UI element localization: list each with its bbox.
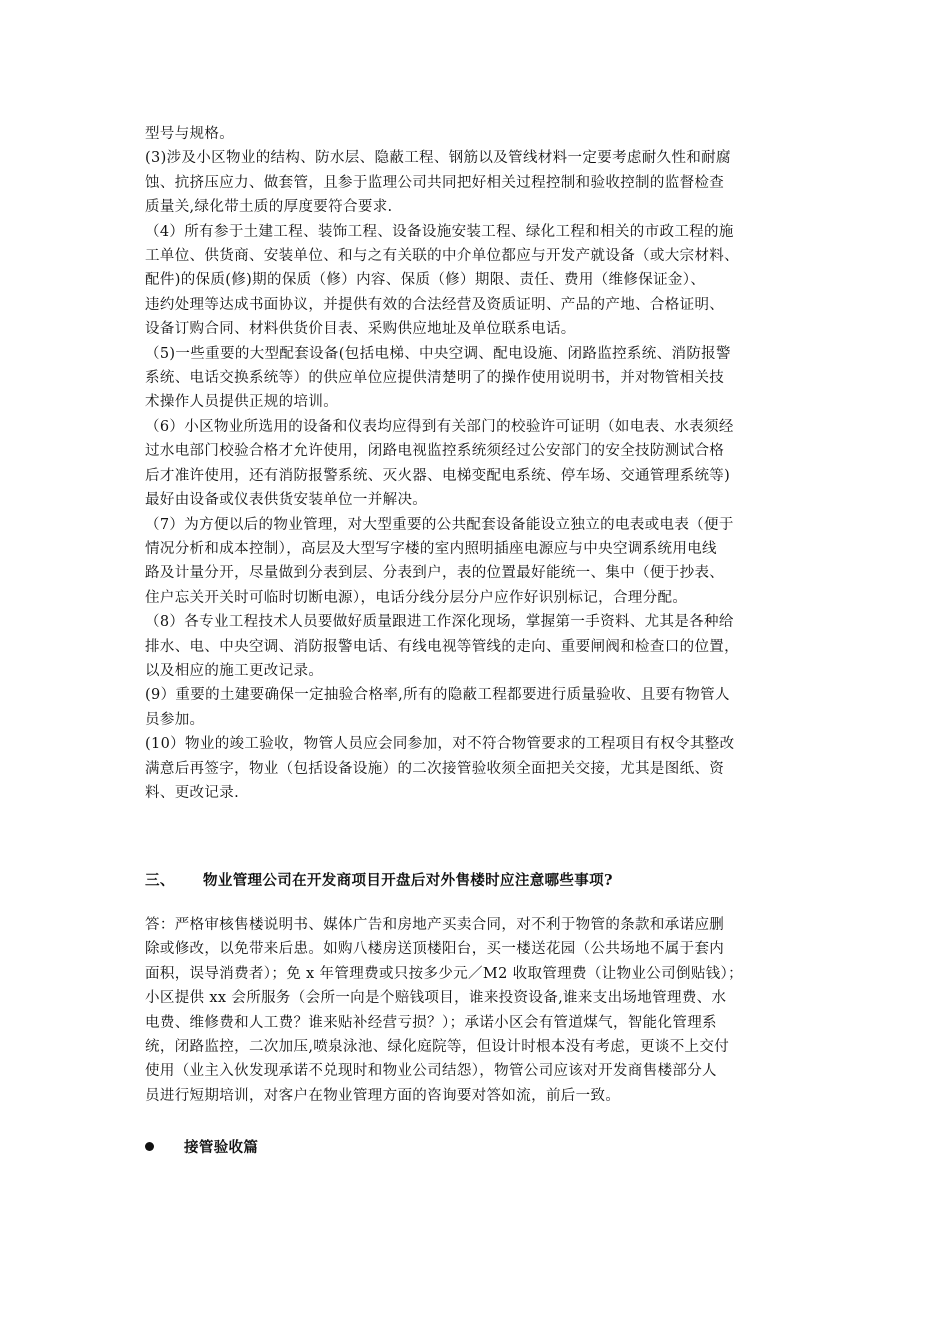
text-line: 员参加。 <box>145 711 205 728</box>
body-paragraph <box>145 415 815 513</box>
text-line: 型号与规格。 <box>145 126 235 142</box>
body-paragraph <box>145 220 815 342</box>
text-line: 料、更改记录. <box>145 784 240 801</box>
text-line: 统，闭路监控，二次加压,喷泉泳池、绿化庭院等，但设计时根本没有考虑，更谈不上交付 <box>145 1039 730 1056</box>
bullet-label: 接管验收篇 <box>184 1139 259 1156</box>
text-line: 路及计量分开，尽量做到分表到层、分表到户，表的位置最好能统一、集中（便于抄表、 <box>145 565 725 582</box>
section-number: 三、 <box>145 872 175 889</box>
body-paragraph <box>145 146 815 219</box>
text-line: 术操作人员提供正规的培训。 <box>145 394 339 411</box>
bullet-dot-icon <box>145 1142 154 1151</box>
text-line: 工单位、供货商、安装单位、和与之有关联的中介单位都应与开发产就设备（或大宗材料、 <box>145 248 739 265</box>
text-line: 使用（业主入伙发现承诺不兑现时和物业公司结怨），物管公司应该对开发商售楼部分人 <box>145 1063 717 1080</box>
text-line: 排水、电、中央空调、消防报警电话、有线电视等管线的走向、重要闸阀和检查口的位置， <box>145 638 739 655</box>
body-text <box>145 122 815 805</box>
text-line: 住户忘关开关时可临时切断电源），电话分线分层分户应作好识别标记，合理分配。 <box>145 589 688 606</box>
text-line: 蚀、抗挤压应力、做套管，且参于监理公司共同把好相关过程控制和验收控制的监督检查 <box>145 174 725 191</box>
text-line: 违约处理等达成书面协议，并提供有效的合法经营及资质证明、产品的产地、合格证明、 <box>145 296 725 313</box>
text-line: 系统、电话交换系统等）的供应单位应提供清楚明了的操作使用说明书，并对物管相关技 <box>145 370 725 387</box>
body-paragraph <box>145 122 815 146</box>
answer-paragraph <box>145 913 815 1108</box>
text-line: 员进行短期培训，对客户在物业管理方面的咨询要对答如流，前后一致。 <box>145 1087 621 1104</box>
body-paragraph <box>145 342 815 415</box>
body-paragraph <box>145 610 815 683</box>
text-line: 答：严格审核售楼说明书、媒体广告和房地产买卖合同，对不利于物管的条款和承诺应删 <box>145 917 725 933</box>
text-line: 配件)的保质(修)期的保质（修）内容、保质（修）期限、责任、费用（维修保证金）、 <box>145 272 706 289</box>
text-line: （5)一些重要的大型配套设备(包括电梯、中央空调、配电设施、闭路监控系统、消防报警 <box>145 345 731 362</box>
text-line: (10）物业的竣工验收，物管人员应会同参加，对不符合物管要求的工程项目有权令其整改 <box>145 736 735 753</box>
text-line: （6）小区物业所选用的设备和仪表均应得到有关部门的校验许可证明（如电表、水表须经 <box>145 418 734 435</box>
text-line: 后才准许使用，还有消防报警系统、灭火器、电梯变配电系统、停车场、交通管理系统等) <box>145 467 731 484</box>
text-line: 面积，误导消费者）；免 x 年管理费或只按多少元／M2 收取管理费（让物业公司倒贴钱）； <box>145 965 743 982</box>
section-title: 物业管理公司在开发商项目开盘后对外售楼时应注意哪些事项? <box>203 872 613 889</box>
body-paragraph <box>145 683 815 732</box>
text-line: (9）重要的土建要确保一定抽验合格率,所有的隐蔽工程都要进行质量验收、且要有物管人 <box>145 687 730 704</box>
body-paragraph <box>145 732 815 805</box>
section-heading <box>145 869 815 893</box>
text-line: 质量关,绿化带土质的厚度要符合要求. <box>145 199 393 216</box>
text-line: 过水电部门校验合格才允许使用，闭路电视监控系统须经过公安部门的安全技防测试合格 <box>145 443 725 460</box>
text-line: 以及相应的施工更改记录。 <box>145 662 324 679</box>
text-line: 电费、维修费和人工费？谁来贴补经营亏损？）；承诺小区会有管道煤气，智能化管理系 <box>145 1014 717 1031</box>
text-line: （8）各专业工程技术人员要做好质量跟进工作深化现场，掌握第一手资料、尤其是各种给 <box>145 614 734 631</box>
text-line: 满意后再签字，物业（包括设备设施）的二次接管验收须全面把关交接，尤其是图纸、资 <box>145 760 725 777</box>
text-line: (3)涉及小区物业的结构、防水层、隐蔽工程、钢筋以及管线材料一定要考虑耐久性和耐腐 <box>145 150 731 167</box>
text-line: 小区提供 xx 会所服务（会所一向是个赔钱项目，谁来投资设备,谁来支出场地管理费、水 <box>145 990 727 1007</box>
text-line: 最好由设备或仪表供货安装单位一并解决。 <box>145 492 428 509</box>
text-line: （7）为方便以后的物业管理，对大型重要的公共配套设备能设立独立的电表或电表（便于 <box>145 516 734 533</box>
bullet-item <box>145 1136 258 1160</box>
text-line: 设备订购合同、材料供货价目表、采购供应地址及单位联系电话。 <box>145 321 576 338</box>
body-paragraph <box>145 513 815 611</box>
text-line: 除或修改，以免带来后患。如购八楼房送顶楼阳台，买一楼送花园（公共场地不属于套内 <box>145 941 725 958</box>
text-line: 情况分析和成本控制），高层及大型写字楼的室内照明插座电源应与中央空调系统用电线 <box>145 540 717 557</box>
text-line: （4）所有参于土建工程、装饰工程、设备设施安装工程、绿化工程和相关的市政工程的施 <box>145 223 734 240</box>
